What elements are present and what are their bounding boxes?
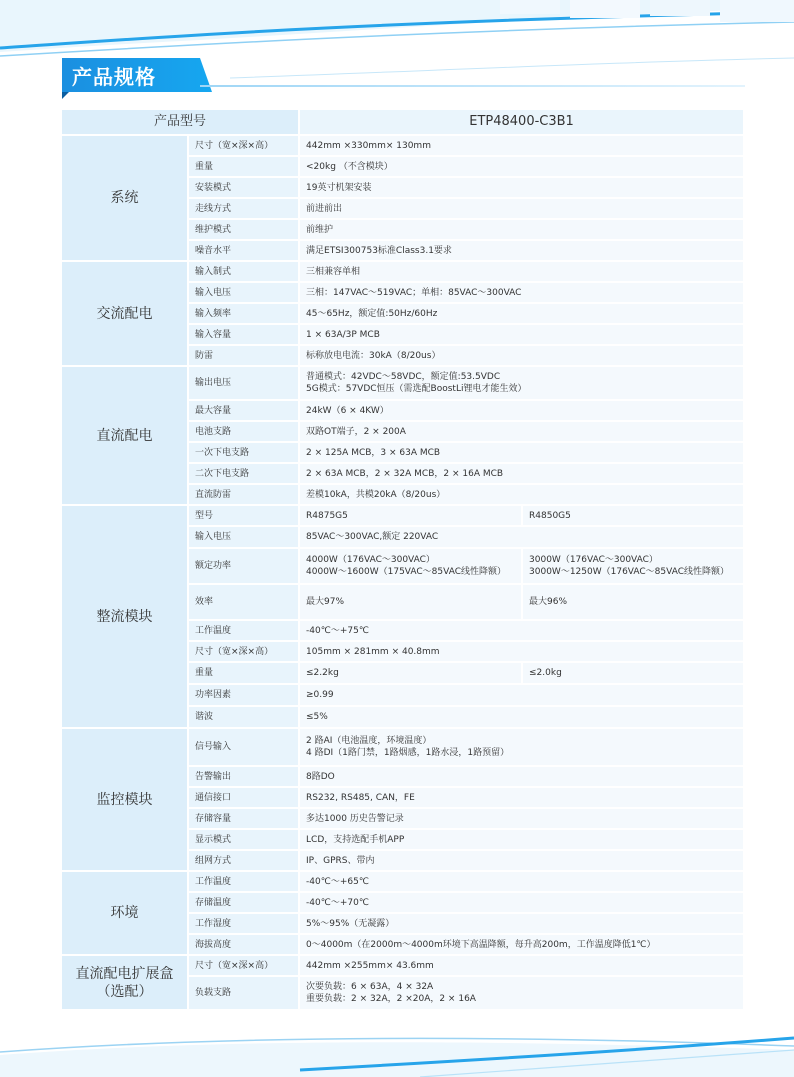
heading-fold [62, 92, 69, 99]
row-label: 尺寸（宽×深×高） [189, 956, 300, 977]
row-label: 一次下电支路 [189, 443, 300, 464]
row-label: 输入电压 [189, 527, 300, 549]
spec-table [62, 110, 743, 1011]
row-label: 负载支路 [189, 977, 300, 1011]
row-label: 输出电压 [189, 367, 300, 401]
table-row [62, 729, 743, 767]
row-value-line: 3000W～1250W（176VAC～85VAC线性降额） [529, 567, 729, 577]
row-value-line: 4000W（176VAC～300VAC） [306, 555, 435, 565]
row-label: 工作温度 [189, 621, 300, 642]
row-value: 前维护 [300, 220, 743, 241]
table-row [62, 367, 743, 401]
row-value: 8路DO [300, 767, 743, 788]
row-value-b: ≤2.0kg [521, 663, 743, 685]
table-row [62, 956, 743, 977]
row-value-line: 3000W（176VAC～300VAC） [529, 555, 658, 565]
table-row [62, 136, 743, 157]
row-value: ≤5% [300, 707, 743, 729]
row-value: RS232, RS485, CAN，FE [300, 788, 743, 809]
row-value: LCD，支持选配手机APP [300, 830, 743, 851]
row-label: 噪音水平 [189, 241, 300, 262]
row-value: 多达1000 历史告警记录 [300, 809, 743, 830]
row-label: 组网方式 [189, 851, 300, 872]
row-label: 额定功率 [189, 549, 300, 585]
row-value: 满足ETSI300753标准Class3.1要求 [300, 241, 743, 262]
row-label: 输入容量 [189, 325, 300, 346]
row-value: -40℃～+65℃ [300, 872, 743, 893]
section-heading [62, 58, 220, 92]
row-label: 型号 [189, 506, 300, 527]
category-title-line: 直流配电扩展盒 [75, 965, 174, 982]
row-value-line: 普通模式：42VDC～58VDC，额定值:53.5VDC [306, 372, 501, 382]
row-value [300, 729, 743, 767]
row-value: 19英寸机架安装 [300, 178, 743, 199]
row-value-a: R4875G5 [300, 506, 521, 527]
row-value-a: 最大97% [300, 585, 521, 621]
row-value-a: ≤2.2kg [300, 663, 521, 685]
table-row [62, 872, 743, 893]
row-label: 海拔高度 [189, 935, 300, 956]
row-value-line: 5G模式：57VDC恒压（需选配BoostLi锂电才能生效） [306, 384, 527, 394]
row-value: 三相兼容单相 [300, 262, 743, 283]
table-row [62, 262, 743, 283]
row-label: 直流防雷 [189, 485, 300, 506]
row-value: ≥0.99 [300, 685, 743, 707]
row-value-line: 4000W～1600W（175VAC～85VAC线性降额） [306, 567, 506, 577]
row-value: 105mm × 281mm × 40.8mm [300, 642, 743, 663]
row-value-b: 最大96% [521, 585, 743, 621]
row-value: -40℃～+70℃ [300, 893, 743, 914]
row-label: 输入电压 [189, 283, 300, 304]
category-title-line: （选配） [96, 983, 153, 1000]
bottom-wave-decoration [0, 1020, 794, 1077]
row-label: 防雷 [189, 346, 300, 367]
row-label: 工作温度 [189, 872, 300, 893]
row-label: 效率 [189, 585, 300, 621]
row-label: 功率因素 [189, 685, 300, 707]
table-row [62, 506, 743, 527]
row-value [300, 977, 743, 1011]
row-label: 电池支路 [189, 422, 300, 443]
category-system: 系统 [62, 136, 189, 262]
row-label: 显示模式 [189, 830, 300, 851]
row-value: 85VAC～300VAC,额定 220VAC [300, 527, 743, 549]
row-value: -40℃～+75℃ [300, 621, 743, 642]
row-label: 存储温度 [189, 893, 300, 914]
row-value-line: 次要负载：6 × 63A，4 × 32A [306, 982, 434, 992]
row-value: 差模10kA，共模20kA（8/20us） [300, 485, 743, 506]
row-value: 24kW（6 × 4KW） [300, 401, 743, 422]
row-label: 二次下电支路 [189, 464, 300, 485]
row-value: 1 × 63A/3P MCB [300, 325, 743, 346]
category-ac: 交流配电 [62, 262, 189, 367]
row-value: 三相：147VAC～519VAC；单相：85VAC～300VAC [300, 283, 743, 304]
row-label: 重量 [189, 157, 300, 178]
row-value: 0～4000m（在2000m～4000m环境下高温降额，每升高200m，工作温度降低1℃） [300, 935, 743, 956]
row-label: 告警输出 [189, 767, 300, 788]
row-value: 442mm ×255mm× 43.6mm [300, 956, 743, 977]
row-value: 标称放电电流：30kA（8/20us） [300, 346, 743, 367]
row-value: 45～65Hz，额定值:50Hz/60Hz [300, 304, 743, 325]
heading-underline [200, 85, 745, 87]
row-label: 输入制式 [189, 262, 300, 283]
category-dc: 直流配电 [62, 367, 189, 506]
row-value-line: 重要负载：2 × 32A，2 ×20A，2 × 16A [306, 994, 476, 1004]
row-label: 存储容量 [189, 809, 300, 830]
row-value: 2 × 63A MCB，2 × 32A MCB，2 × 16A MCB [300, 464, 743, 485]
row-label: 安装模式 [189, 178, 300, 199]
row-label: 尺寸（宽×深×高） [189, 136, 300, 157]
section-title: 产品规格 [72, 65, 156, 89]
row-label: 走线方式 [189, 199, 300, 220]
row-label: 尺寸（宽×深×高） [189, 642, 300, 663]
row-value-b [521, 549, 743, 585]
row-value: 前进前出 [300, 199, 743, 220]
row-label: 谐波 [189, 707, 300, 729]
row-value: IP、GPRS、带内 [300, 851, 743, 872]
row-label: 信号输入 [189, 729, 300, 767]
row-label: 最大容量 [189, 401, 300, 422]
row-value: 5%～95%（无凝露） [300, 914, 743, 935]
row-value: <20kg （不含模块） [300, 157, 743, 178]
row-value-b: R4850G5 [521, 506, 743, 527]
table-header-row [62, 110, 743, 136]
row-label: 通信接口 [189, 788, 300, 809]
row-label: 输入频率 [189, 304, 300, 325]
category-dc-extension [62, 956, 189, 1011]
category-rectifier: 整流模块 [62, 506, 189, 729]
model-label: 产品型号 [62, 110, 300, 136]
row-label: 重量 [189, 663, 300, 685]
model-value: ETP48400-C3B1 [300, 110, 743, 136]
row-value [300, 367, 743, 401]
row-value-line: 4 路DI（1路门禁，1路烟感，1路水浸，1路预留） [306, 748, 510, 758]
row-label: 维护模式 [189, 220, 300, 241]
category-environment: 环境 [62, 872, 189, 956]
row-value-line: 2 路AI（电池温度，环境温度） [306, 736, 432, 746]
row-value: 442mm ×330mm× 130mm [300, 136, 743, 157]
row-value: 双路OT端子，2 × 200A [300, 422, 743, 443]
category-monitor: 监控模块 [62, 729, 189, 872]
row-value-a [300, 549, 521, 585]
row-label: 工作湿度 [189, 914, 300, 935]
row-value: 2 × 125A MCB，3 × 63A MCB [300, 443, 743, 464]
